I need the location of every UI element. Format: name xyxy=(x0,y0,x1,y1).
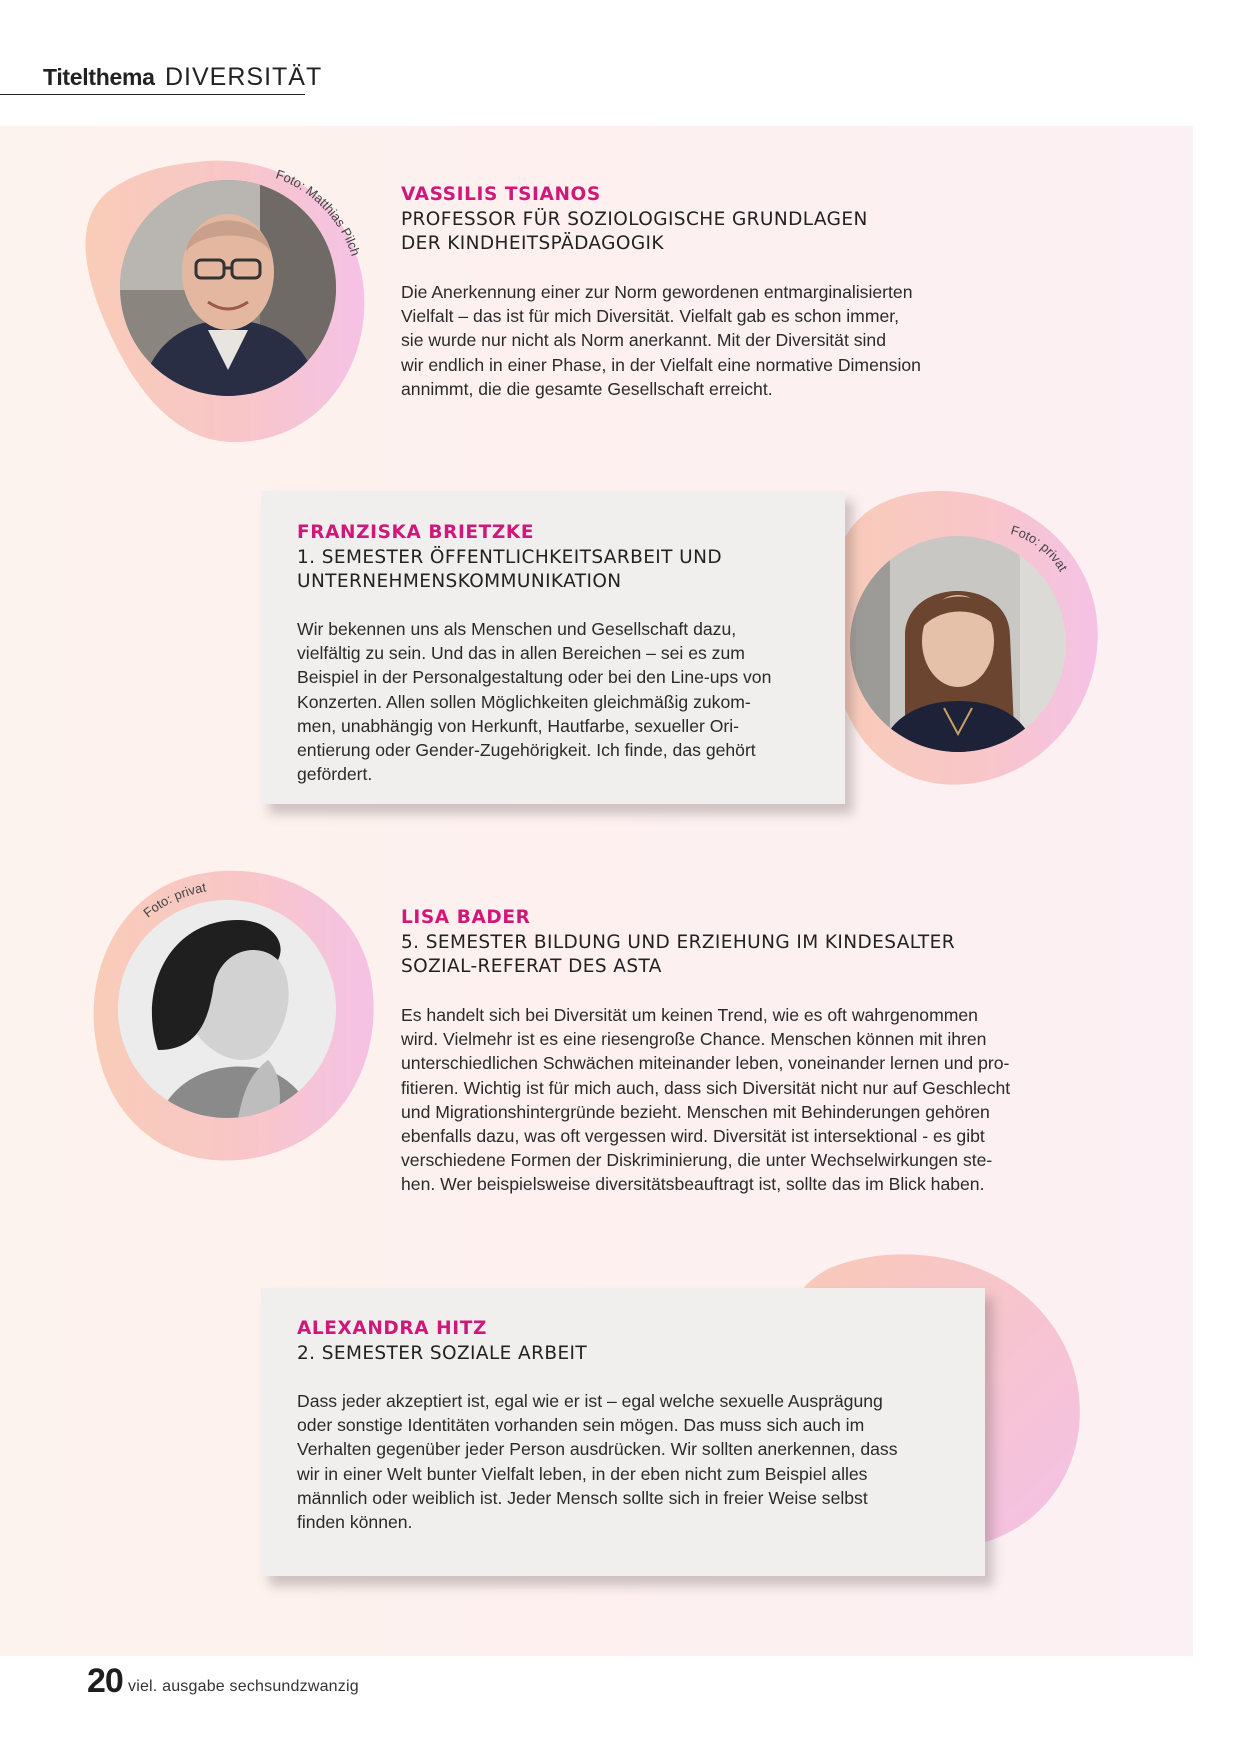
section-label: Titelthema xyxy=(43,64,155,90)
svg-text:Foto: Matthias Pilch: Foto: Matthias Pilch xyxy=(274,166,364,258)
person-name: ALEXANDRA HITZ xyxy=(297,1318,487,1339)
publication-label: viel. ausgabe sechsundzwanzig xyxy=(128,1678,359,1695)
portrait-photo xyxy=(118,900,336,1118)
page-number: 20 xyxy=(87,1662,123,1700)
portrait-woman-profile-bw-icon xyxy=(118,900,336,1118)
photo-credit xyxy=(1000,520,1100,620)
person-role: PROFESSOR FÜR SOZIOLOGISCHE GRUNDLAGEN DER KINDHEITSPÄDAGOGIK xyxy=(401,209,868,254)
photo-credit xyxy=(140,868,240,928)
topic-label: DIVERSITÄT xyxy=(165,63,323,91)
person-name: VASSILIS TSIANOS xyxy=(401,184,601,205)
person-role: 5. SEMESTER BILDUNG UND ERZIEHUNG IM KINDESALTER SOZIAL-REFERAT DES ASTA xyxy=(401,932,955,977)
svg-text:Foto: privat: Foto: privat xyxy=(140,879,208,921)
quote-text: Dass jeder akzeptiert ist, egal wie er ist – egal welche sexuelle Ausprägung oder sonstige Identitäten vorhanden sein mögen. Das muss sich auch im Verhalten gegenüber jeder Person ausdrücken. Wir sollten anerkennen, dass wir in einer Welt bunter Vielfalt leben, in der eben nicht zum Beispiel alles männlich oder weiblich ist. Jeder Mensch sollte sich in freier Weise selbst finden können. xyxy=(297,1391,898,1533)
person-name: FRANZISKA BRIETZKE xyxy=(297,522,535,543)
quote-text: Wir bekennen uns als Menschen und Gesellschaft dazu, vielfältig zu sein. Und das in allen Bereichen – sei es zum Beispiel in der Personalgestaltung oder bei den Line-ups von Konzerten. Allen sollen Möglichkeiten gleichmäßig zukom- men, unabhängig von Herkunft, Hautfarbe, sexueller Ori- entierung oder Gender-Zugehörigkeit. Ich finde, das gehört gefördert. xyxy=(297,619,772,785)
quote-text: Die Anerkennung einer zur Norm gewordenen entmarginalisierten Vielfalt – das ist für mich Diversität. Vielfalt gab es schon immer, sie wurde nur nicht als Norm anerkannt. Mit der Diversität sind wir endlich in einer Phase, in der Vielfalt eine normative Dimension annimmt, die die gesamte Gesellschaft erreicht. xyxy=(401,282,921,399)
svg-text:Foto: privat: Foto: privat xyxy=(1009,522,1071,574)
photo-credit xyxy=(255,160,375,280)
section-header xyxy=(0,60,323,95)
quote-text: Es handelt sich bei Diversität um keinen Trend, wie es oft wahrgenommen wird. Vielmehr ist es eine riesengroße Chance. Menschen können mit ihren unterschiedlichen Schwächen miteinander leben, voneinander lernen und pro- fitieren. Wichtig ist für mich auch, dass sich Diversität nicht nur auf Geschlecht und Migrationshintergründe bezieht. Menschen mit Behinderungen gehören ebenfalls dazu, was oft vergessen wird. Diversität ist intersektional - es gibt verschiedene Formen der Diskriminierung, die unter Wechselwirkungen ste- hen. Wer beispielsweise diversitätsbeauftragt ist, sollte das im Blick haben. xyxy=(401,1005,1011,1195)
person-name: LISA BADER xyxy=(401,907,531,928)
person-role: 2. SEMESTER SOZIALE ARBEIT xyxy=(297,1343,588,1364)
person-role: 1. SEMESTER ÖFFENTLICHKEITSARBEIT UND UNTERNEHMENSKOMMUNIKATION xyxy=(297,547,722,592)
